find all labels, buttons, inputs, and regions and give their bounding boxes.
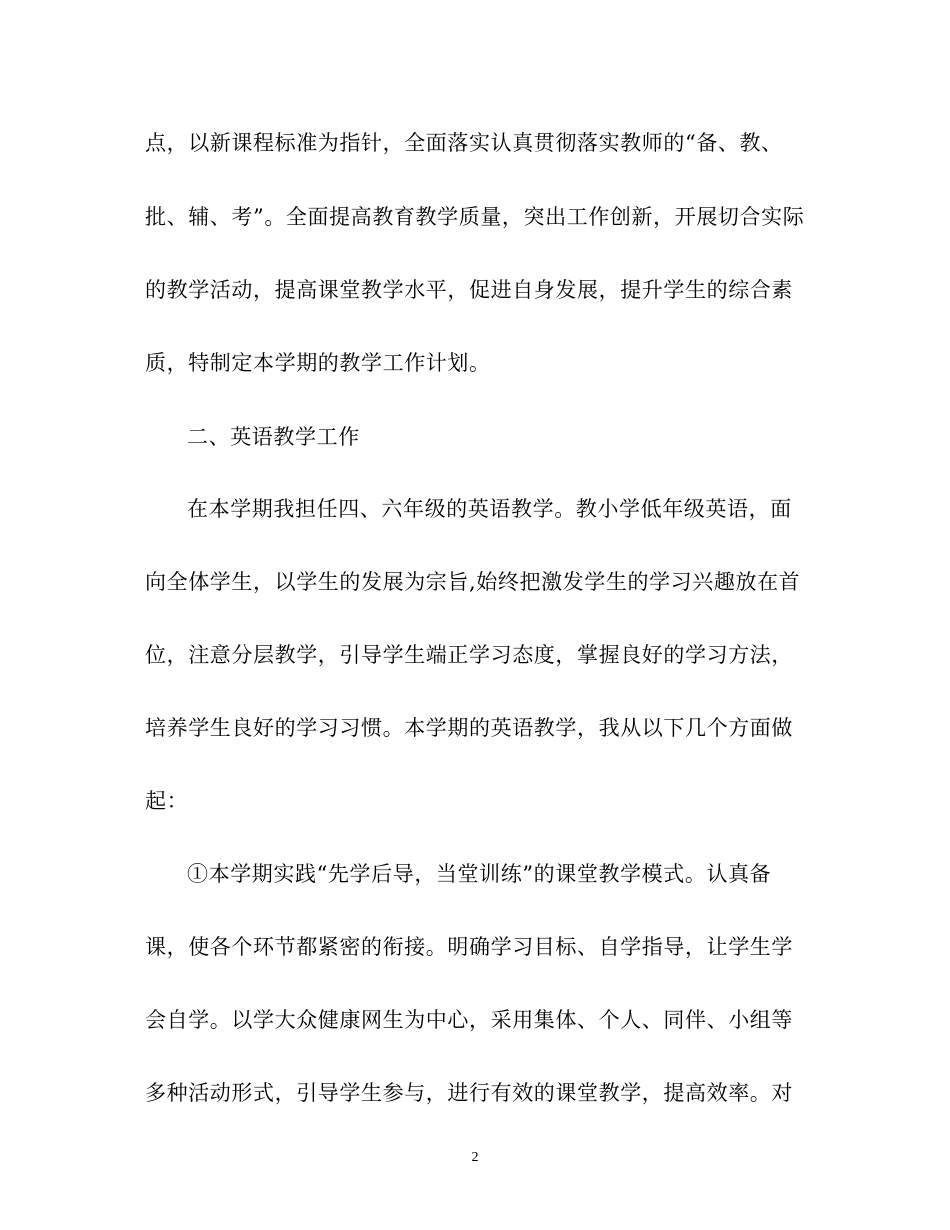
page-number: 2 — [471, 1150, 479, 1165]
body-text-line: 在本学期我担任四、六年级的英语教学。教小学低年级英语，面 — [187, 497, 792, 521]
body-text-line: 批、辅、考”。全面提高教育教学质量，突出工作创新，开展切合实际 — [145, 205, 805, 229]
body-text-line: ①本学期实践“先学后导，当堂训练”的课堂教学模式。认真备 — [187, 862, 772, 886]
body-text-line: 点，以新课程标准为指针，全面落实认真贯彻落实教师的“备、教、 — [145, 131, 783, 155]
body-text-line: 培养学生良好的学习习惯。本学期的英语教学，我从以下几个方面做 — [145, 716, 793, 740]
body-text-line: 向全体学生，以学生的发展为宗旨,始终把激发学生的学习兴趣放在首 — [145, 570, 801, 594]
body-text-line: 课，使各个环节都紧密的衔接。明确学习目标、自学指导，让学生学 — [145, 935, 793, 959]
body-text-line: 的教学活动，提高课堂教学水平，促进自身发展，提升学生的综合素 — [145, 278, 793, 302]
body-text-line: 质，特制定本学期的教学工作计划。 — [145, 351, 491, 375]
body-text-line: 起： — [145, 789, 189, 813]
body-text-line: 位，注意分层教学，引导学生端正学习态度，掌握良好的学习方法， — [145, 643, 793, 667]
body-text-line: 多种活动形式，引导学生参与，进行有效的课堂教学，提高效率。对 — [145, 1081, 793, 1105]
body-text-line: 会自学。以学大众健康网生为中心，采用集体、个人、同伴、小组等 — [145, 1008, 793, 1032]
section-heading: 二、英语教学工作 — [187, 425, 360, 449]
